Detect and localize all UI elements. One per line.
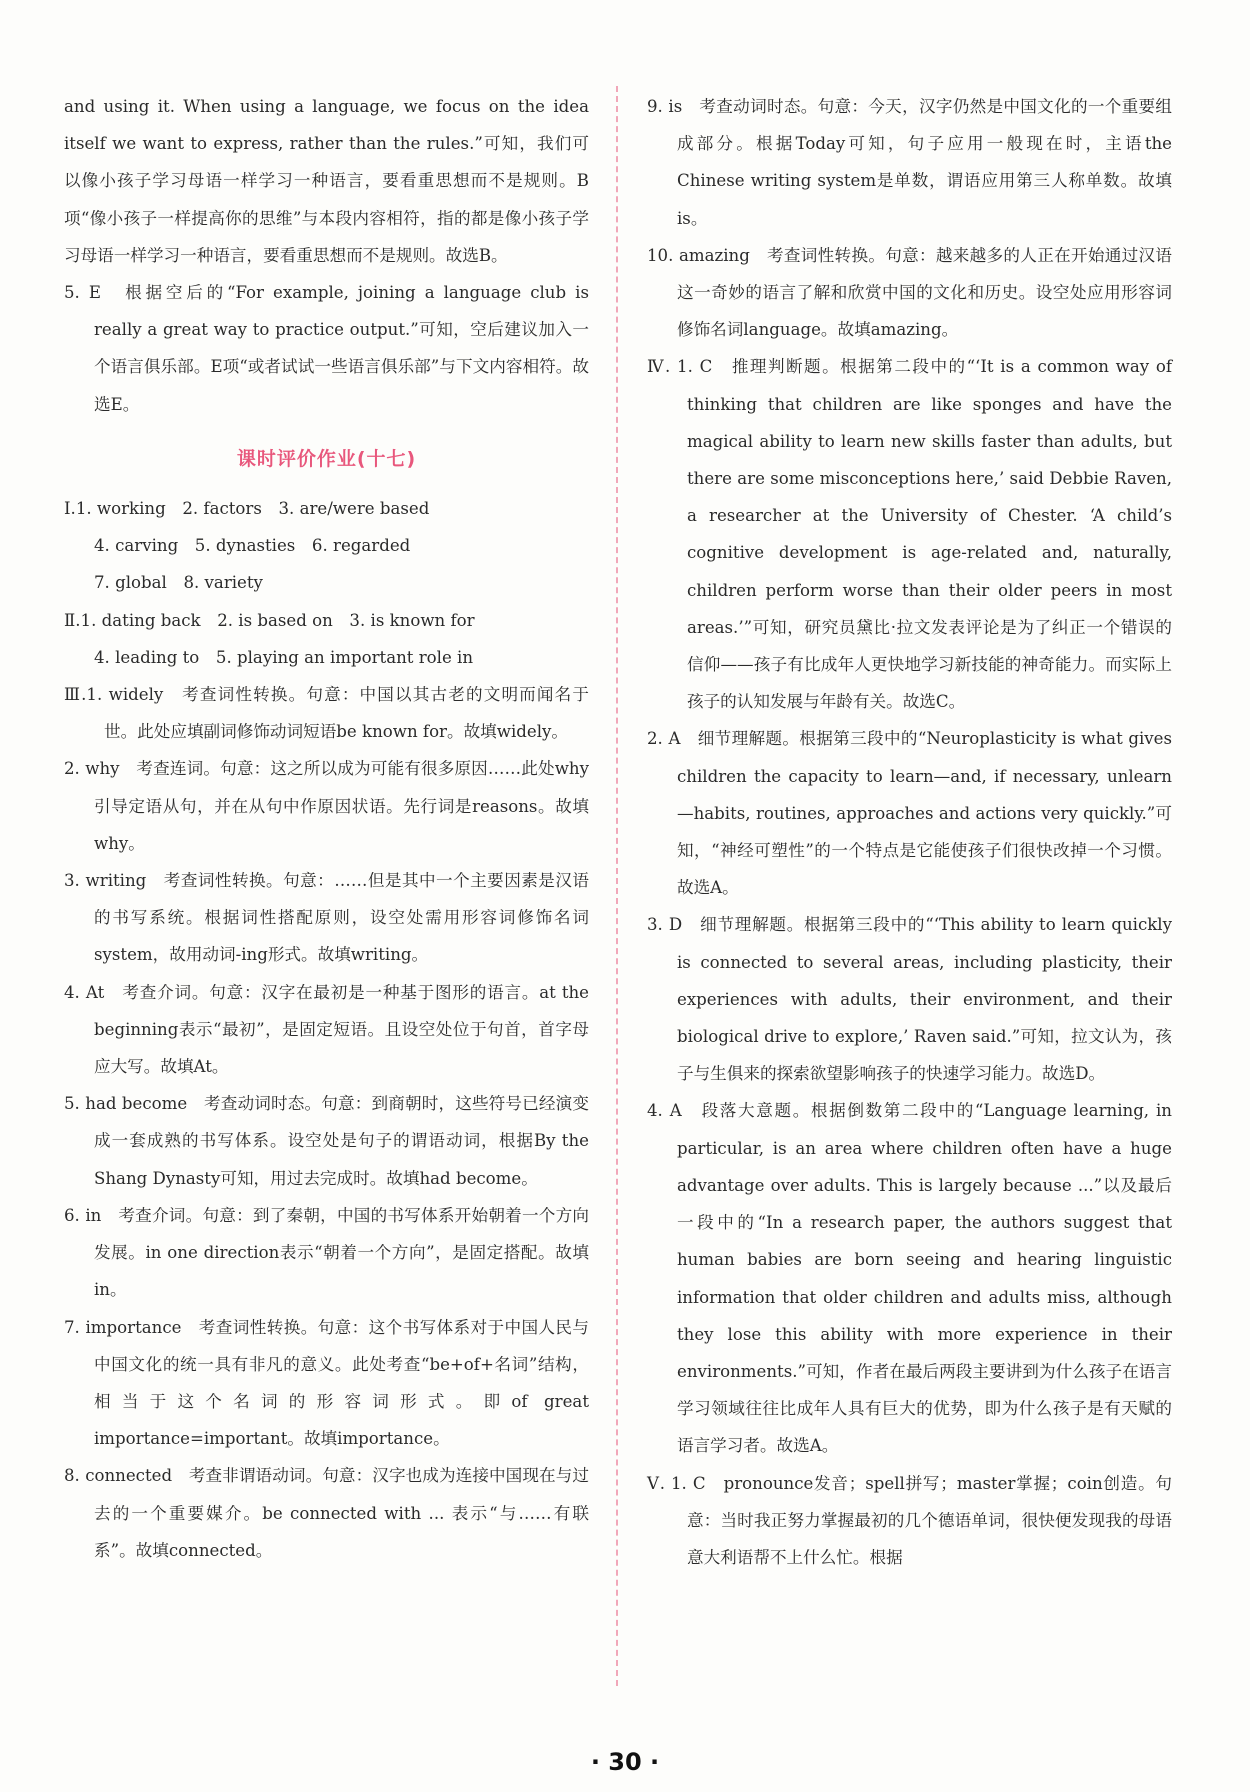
page-number: · 30 · [590,1748,660,1776]
part3-item-2: 2. why 考查连词。句意：这之所以成为可能有很多原因……此处why引导定语从句，并在从句中作原因状语。先行词是reasons。故填why。 [64,759,589,853]
part4-item-2: 2. A 细节理解题。根据第三段中的“Neuroplasticity is what gives children the capacity to learn—and, if necessary, unlearn—habits, routines, approaches and actions very quickly.”可知，“神经可塑性”的一个特点是它能使孩子们很快改掉一个习惯。故选A。 [647,729,1172,898]
part1-line-2: 4. carving 5. dynasties 6. regarded [94,536,411,556]
column-divider [616,86,618,1686]
part4-item-3: 3. D 细节理解题。根据第三段中的“‘This ability to learn quickly is connected to several areas, including plasticity, their experiences with adults, their environment, and their biological drive to explore,’ Raven said.”可知，拉文认为，孩子与生俱来的探索欲望影响孩子的快速学习能力。故选D。 [647,915,1172,1084]
right-column [647,88,1172,1576]
part3-item-7: 7. importance 考查词性转换。句意：这个书写体系对于中国人民与中国文化的统一具有非凡的意义。此处考查“be+of+名词”结构，相当于这个名词的形容词形式。即of great importance=important。故填importance。 [64,1317,589,1449]
part3-item-3: 3. writing 考查词性转换。句意：……但是其中一个主要因素是汉语的书写系统。根据词性搭配原则，设空处需用形容词修饰名词system，故用动词-ing形式。故填writing。 [64,871,589,965]
part3-item-4: 4. At 考查介词。句意：汉字在最初是一种基于图形的语言。at the beginning表示“最初”，是固定短语。且设空处位于句首，首字母应大写。故填At。 [64,982,589,1077]
section-title: 课时评价作业(十七) [236,447,417,470]
part5-item-1: Ⅴ. 1. C pronounce发音；spell拼写；master掌握；coin创造。句意：当时我正努力掌握最初的几个德语单词，很快便发现我的母语意大利语帮不上什么忙。根据 [647,1473,1172,1567]
part3-item-8: 8. connected 考查非谓语动词。句意：汉字也成为连接中国现在与过去的一个重要媒介。be connected with ... 表示“与……有联系”。故填connected。 [64,1466,589,1560]
part3-item-10: 10. amazing 考查词性转换。句意：越来越多的人正在开始通过汉语这一奇妙的语言了解和欣赏中国的文化和历史。设空处应用形容词修饰名词language。故填amazing。 [647,245,1172,340]
part3-item-5: 5. had become 考查动词时态。句意：到商朝时，这些符号已经演变成一套成熟的书写体系。设空处是句子的谓语动词，根据By the Shang Dynasty可知，用过去完成时。故填had become。 [64,1094,589,1188]
answer-item-5: 5. E 根据空后的“For example, joining a language club is really a great way to practice output.”可知，空后建议加入一个语言俱乐部。E项“或者试试一些语言俱乐部”与下文内容相符。故选E。 [64,283,589,414]
intro-paragraph: and using it. When using a language, we focus on the idea itself we want to express, rather than the rules.”可知，我们可以像小孩子学习母语一样学习一种语言，要看重思想而不是规则。B项“像小孩子一样提高你的思维”与本段内容相符，指的都是像小孩子学习母语一样学习一种语言，要看重思想而不是规则。故选B。 [64,97,589,265]
part1-line-3: 7. global 8. variety [94,573,263,593]
part4-item-4: 4. A 段落大意题。根据倒数第二段中的“Language learning, in particular, is an area where children often have a huge advantage over adults. This is largely because ...”以及最后一段中的“In a research paper, the authors suggest that human babies are born seeing and hearing linguistic information that older children and adults miss, although they lose this ability with more experience in their environments.”可知，作者在最后两段主要讲到为什么孩子在语言学习领域往往比成年人具有巨大的优势，即为什么孩子是有天赋的语言学习者。故选A。 [647,1101,1172,1456]
part3-item-1: Ⅲ.1. widely 考查词性转换。句意：中国以其古老的文明而闻名于世。此处应填副词修饰动词短语be known for。故填widely。 [64,685,589,742]
part2-line-1: Ⅱ.1. dating back 2. is based on 3. is known for [64,610,475,630]
left-column [64,88,589,1569]
part3-item-6: 6. in 考查介词。句意：到了秦朝，中国的书写体系开始朝着一个方向发展。in one direction表示“朝着一个方向”，是固定搭配。故填in。 [64,1205,589,1300]
part4-item-1: Ⅳ. 1. C 推理判断题。根据第二段中的“‘It is a common way of thinking that children are like sponges and have the magical ability to learn new skills faster than adults, but there are some misconceptions here,’ said Debbie Raven, a researcher at the University of Chester. ‘A child’s cognitive development is age-related and, naturally, children perform worse than their older peers in most areas.’”可知，研究员黛比·拉文发表评论是为了纠正一个错误的信仰——孩子有比成年人更快地学习新技能的神奇能力。而实际上孩子的认知发展与年龄有关。故选C。 [647,357,1172,712]
part2-line-2: 4. leading to 5. playing an important role in [94,647,474,667]
part3-item-9: 9. is 考查动词时态。句意：今天，汉字仍然是中国文化的一个重要组成部分。根据Today可知，句子应用一般现在时，主语the Chinese writing system是单数，谓语应用第三人称单数。故填is。 [647,97,1172,228]
part1-line-1: Ⅰ.1. working 2. factors 3. are/were based [64,499,430,519]
